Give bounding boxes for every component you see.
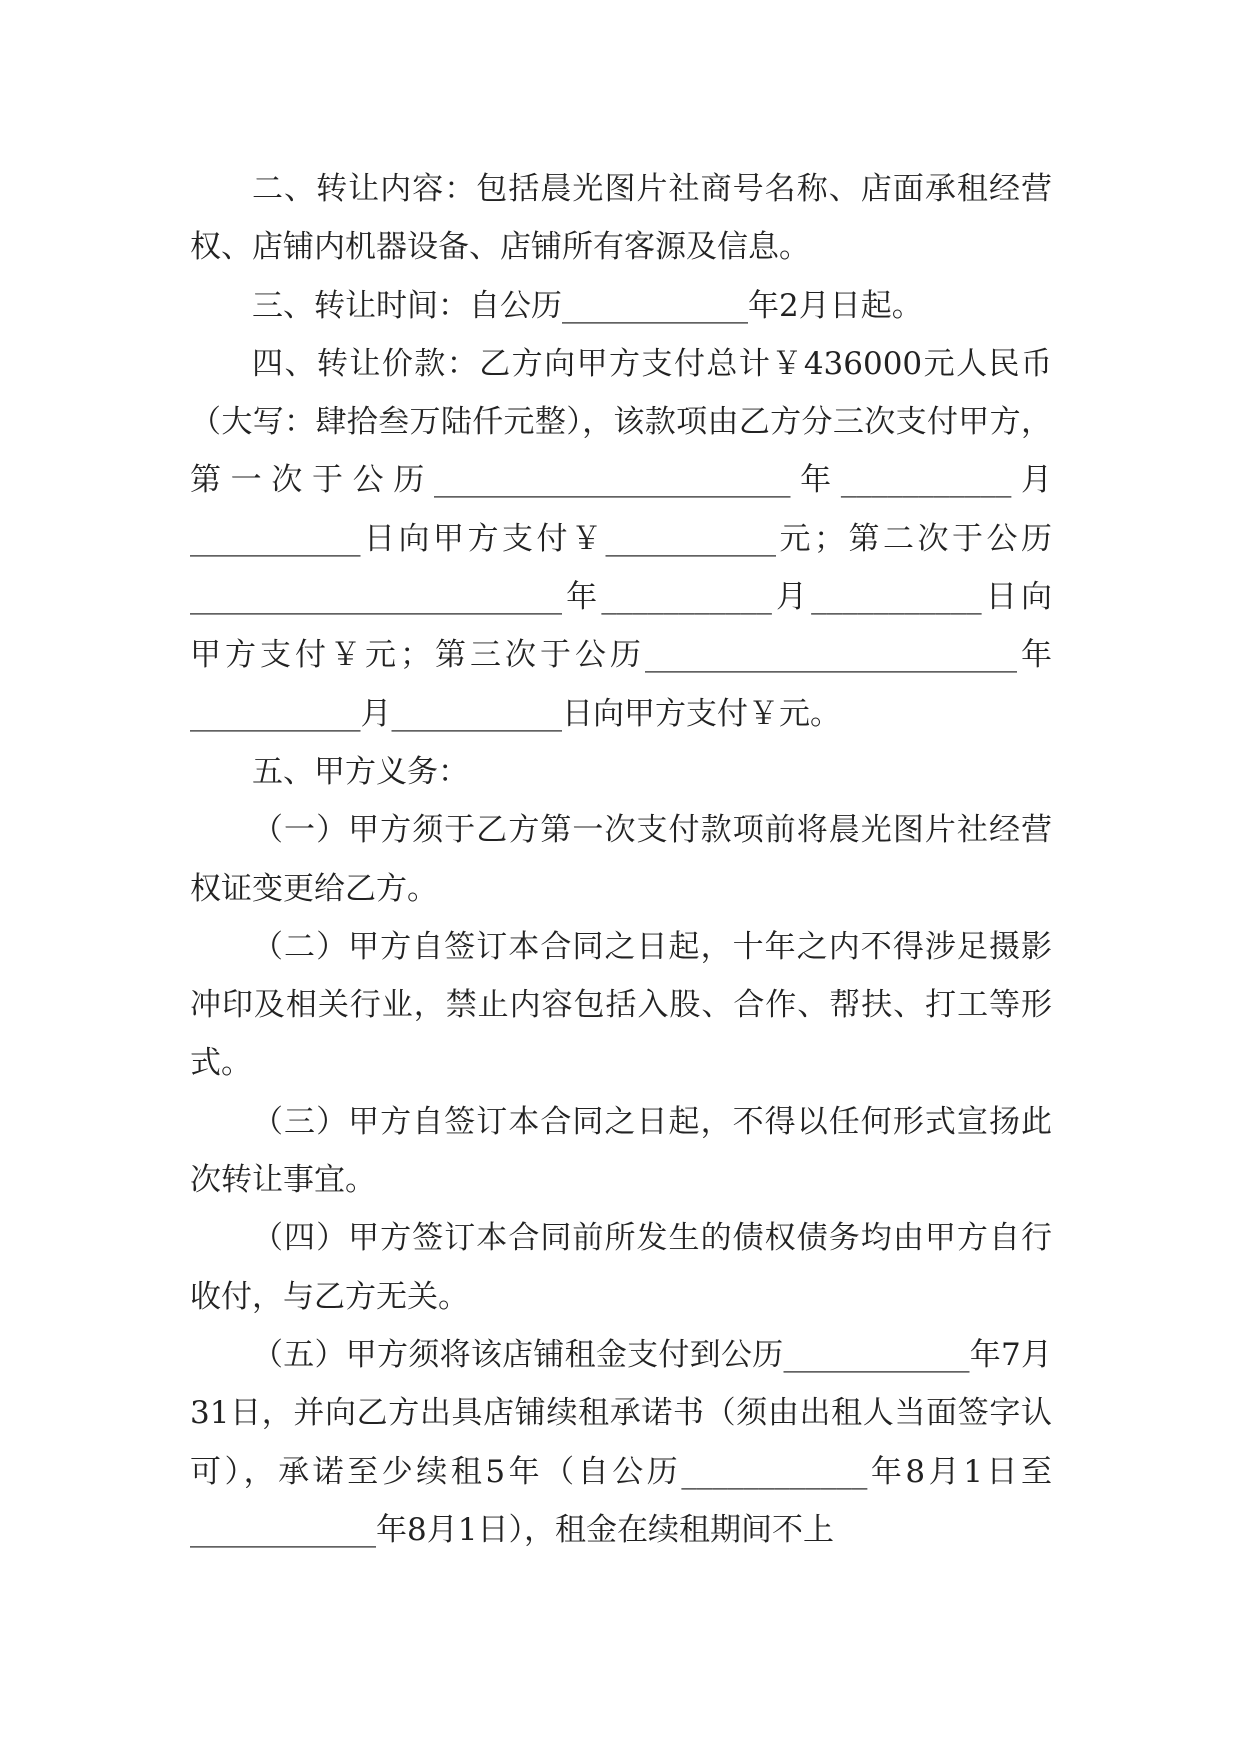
obligation-4: （四）甲方签订本合同前所发生的债权债务均由甲方自行收付，与乙方无关。 bbox=[190, 1220, 1052, 1315]
clause-5-party-a-obligations-heading: 五、甲方义务： bbox=[252, 753, 469, 790]
document-body bbox=[190, 160, 1052, 1559]
clause-4-transfer-price: 四、转让价款：乙方向甲方支付总计￥436000元人民币（大写：肆拾叁万陆仟元整），该款项由乙方分三次支付甲方，第一次于公历_______________________年___________月___________日向甲方支付￥___________元；第二次于公历________________________年___________月___________日向甲方支付￥元；第三次于公历________________________年___________月___________日向甲方支付￥元。 bbox=[190, 345, 1052, 732]
obligation-2: （二）甲方自签订本合同之日起，十年之内不得涉足摄影冲印及相关行业，禁止内容包括入股、合作、帮扶、打工等形式。 bbox=[190, 928, 1052, 1082]
obligation-1: （一）甲方须于乙方第一次支付款项前将晨光图片社经营权证变更给乙方。 bbox=[190, 812, 1052, 907]
obligation-3: （三）甲方自签订本合同之日起，不得以任何形式宣扬此次转让事宜。 bbox=[190, 1103, 1052, 1199]
obligation-5: （五）甲方须将该店铺租金支付到公历____________年7月31日，并向乙方出具店铺续租承诺书（须由出租人当面签字认可），承诺至少续租5年（自公历____________年8月1日至____________年8月1日），租金在续租期间不上 bbox=[190, 1336, 1052, 1548]
clause-3-transfer-time: 三、转让时间：自公历____________年2月日起。 bbox=[252, 287, 923, 324]
clause-2-transfer-content: 二、转让内容：包括晨光图片社商号名称、店面承租经营权、店铺内机器设备、店铺所有客源及信息。 bbox=[190, 171, 1052, 266]
